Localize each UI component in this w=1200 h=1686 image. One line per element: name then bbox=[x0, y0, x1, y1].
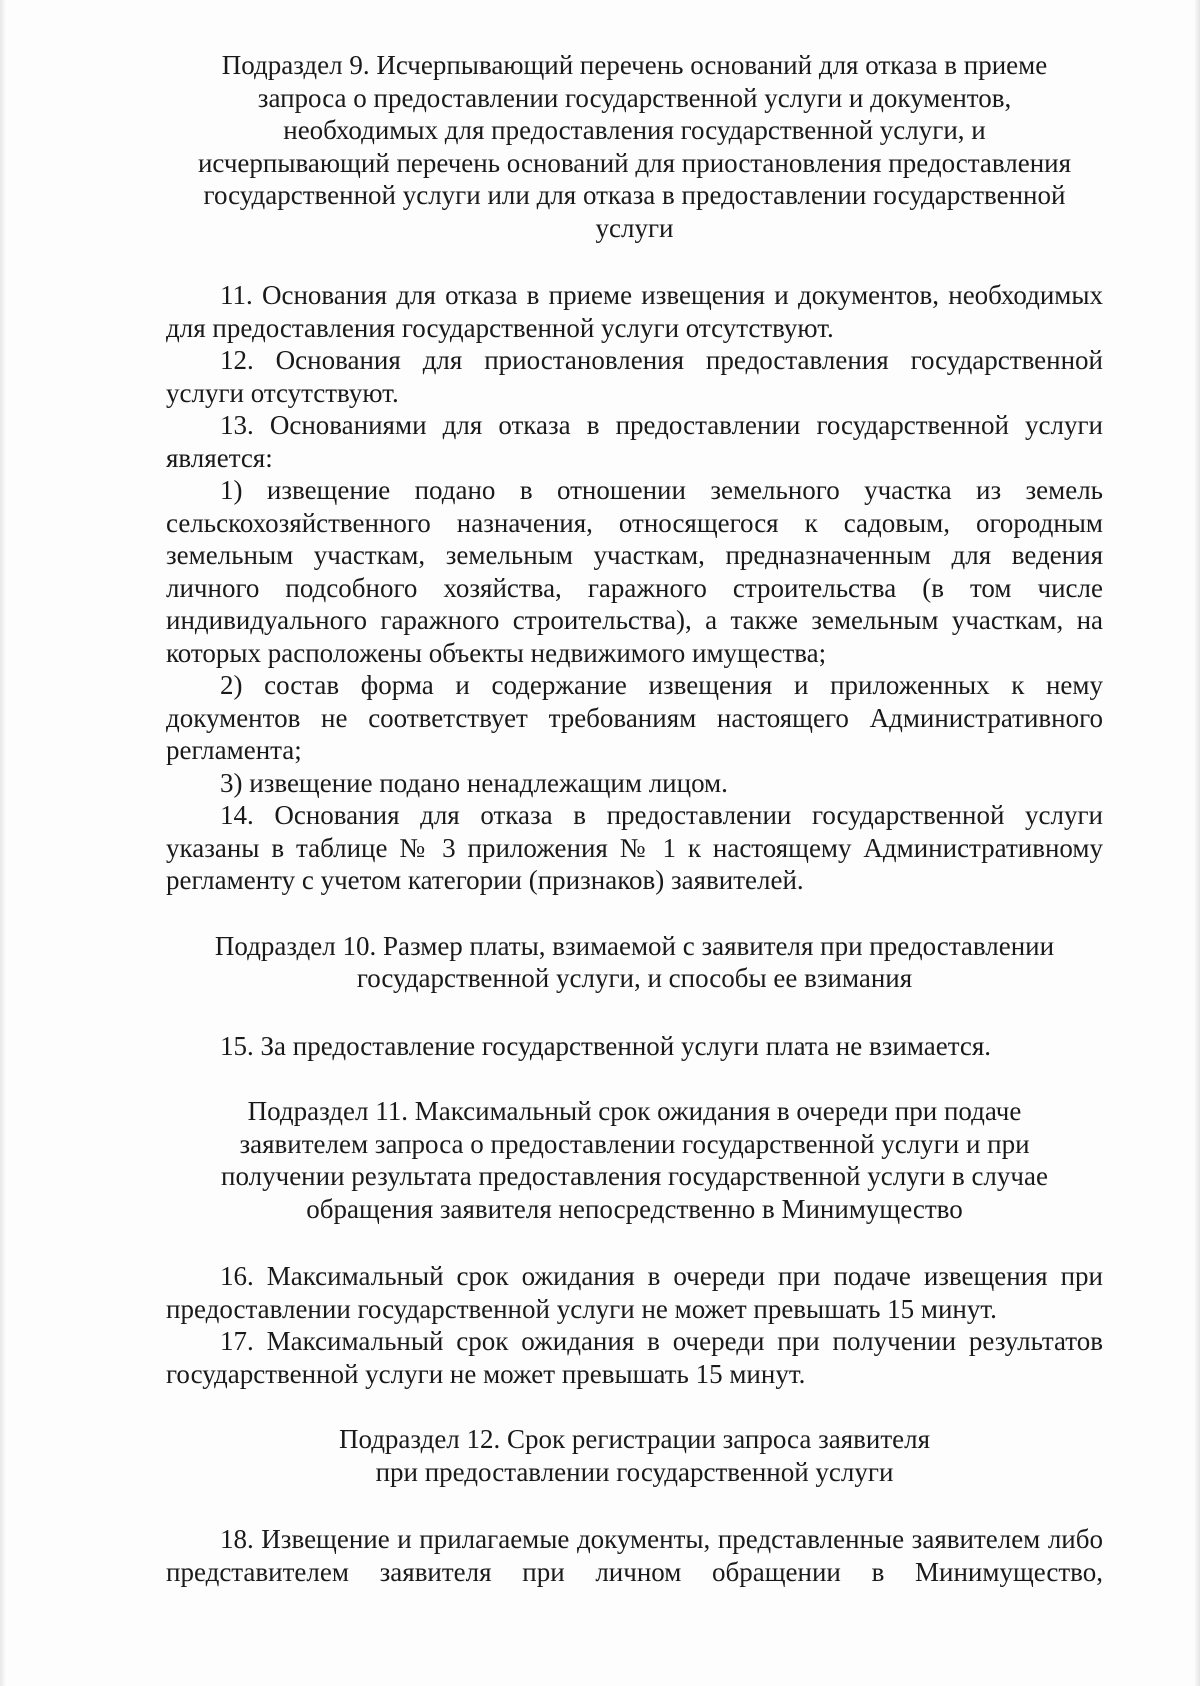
spacer bbox=[166, 244, 1103, 279]
subsection-11-heading: Подраздел 11. Максимальный срок ожидания в очереди при подаче заявителем запроса о предоставлении государственной услуги и при получении результата предоставления государственной услуги в случае обращения заявителя непосредственно в Минимущество bbox=[221, 1096, 1048, 1224]
document-body bbox=[166, 49, 1103, 1588]
paragraph-13-item-1: 1) извещение подано в отношении земельного участка из земель сельскохозяйственного назначения, относящегося к садовым, огородным земельным участкам, земельным участкам, предназначенным для ведения личного подсобного хозяйства, гаражного строительства (в том числе индивидуального гаражного строительства), а также земельным участкам, на которых расположены объекты недвижимого имущества; bbox=[166, 475, 1103, 668]
spacer bbox=[166, 1488, 1103, 1523]
spacer bbox=[166, 1225, 1103, 1260]
scan-edge-right bbox=[1194, 0, 1200, 1686]
paragraph-16: 16. Максимальный срок ожидания в очереди при подаче извещения при предоставлении государственной услуги не может превышать 15 минут. bbox=[166, 1261, 1103, 1324]
subsection-9-heading: Подраздел 9. Исчерпывающий перечень оснований для отказа в приеме запроса о предоставлении государственной услуги и документов, необходимых для предоставления государственной услуги, и исчерпывающий перечень оснований для приостановления предоставления государственной услуги или для отказа в предоставлении государственной услуги bbox=[197, 50, 1072, 243]
spacer bbox=[166, 995, 1103, 1030]
paragraph-14: 14. Основания для отказа в предоставлении государственной услуги указаны в таблице № 3 приложения № 1 к настоящему Административному регламенту с учетом категории (признаков) заявителей. bbox=[166, 800, 1103, 895]
paragraph-17: 17. Максимальный срок ожидания в очереди при получении результатов государственной услуги не может превышать 15 минут. bbox=[166, 1326, 1103, 1389]
spacer bbox=[166, 1062, 1103, 1095]
paragraph-12: 12. Основания для приостановления предоставления государственной услуги отсутствуют. bbox=[166, 345, 1103, 408]
paragraph-11: 11. Основания для отказа в приеме извещения и документов, необходимых для предоставления государственной услуги отсутствуют. bbox=[166, 280, 1103, 343]
subsection-10-heading: Подраздел 10. Размер платы, взимаемой с заявителя при предоставлении государственной услуги, и способы ее взимания bbox=[214, 930, 1055, 993]
paragraph-15: 15. За предоставление государственной услуги плата не взимается. bbox=[220, 1030, 992, 1061]
scan-edge-left bbox=[0, 0, 6, 1686]
paragraph-13-item-2: 2) состав форма и содержание извещения и приложенных к нему документов не соответствует требованиям настоящего Административного регламента; bbox=[166, 670, 1103, 765]
paragraph-13-item-3: 3) извещение подано ненадлежащим лицом. bbox=[220, 767, 728, 798]
paragraph-13: 13. Основаниями для отказа в предоставлении государственной услуги является: bbox=[166, 410, 1103, 473]
spacer bbox=[166, 897, 1103, 930]
paragraph-18: 18. Извещение и прилагаемые документы, представленные заявителем либо представителем заявителя при личном обращении в Минимущество, bbox=[166, 1524, 1103, 1587]
spacer bbox=[166, 1390, 1103, 1423]
subsection-12-heading: Подраздел 12. Срок регистрации запроса заявителя при предоставлении государственной услуги bbox=[338, 1424, 931, 1487]
